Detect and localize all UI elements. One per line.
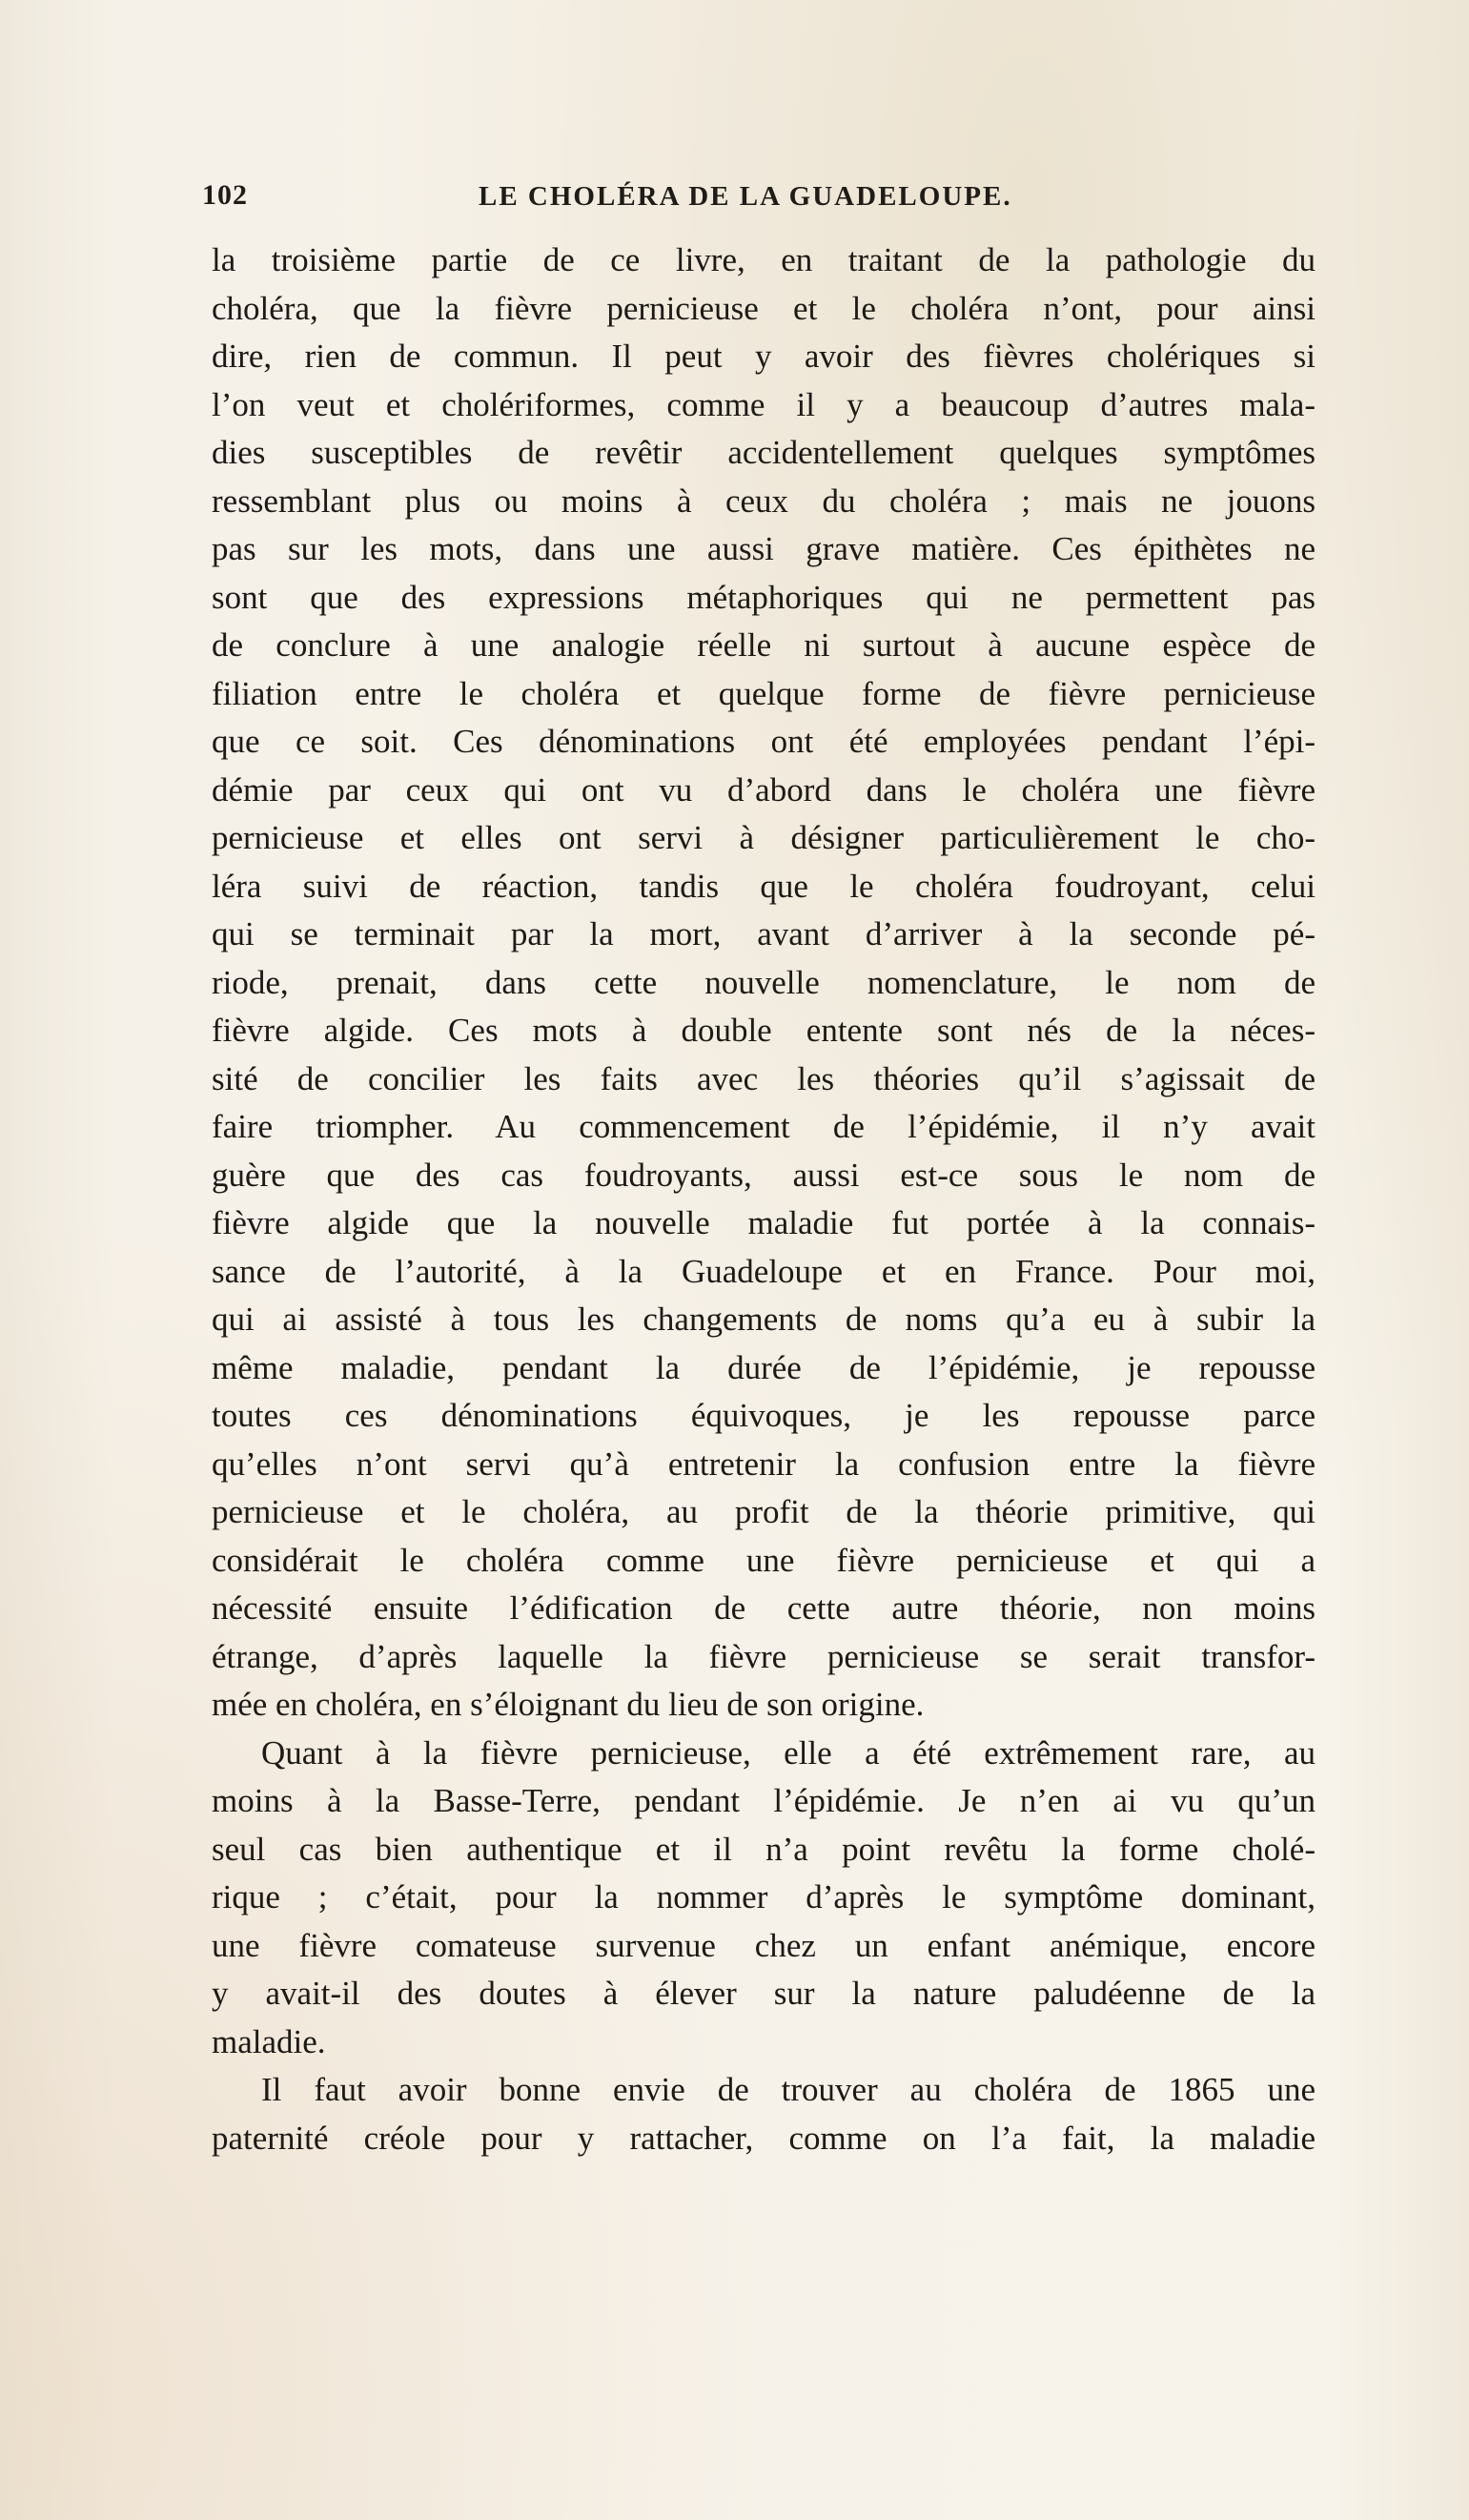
text-line: considérait le choléra comme une fièvre pernicieuse et qui a [212, 1541, 1316, 1579]
text-line: fièvre algide. Ces mots à double entente sont nés de la néces- [212, 1012, 1316, 1049]
page-number: 102 [202, 179, 248, 211]
text-line: paternité créole pour y rattacher, comme on l’a fait, la maladie [212, 2119, 1316, 2157]
text-line: Quant à la fièvre pernicieuse, elle a été extrêmement rare, au [261, 1733, 1316, 1772]
text-line: une fièvre comateuse survenue chez un enfant anémique, encore [212, 1926, 1316, 1964]
text-line: riode, prenait, dans cette nouvelle nomenclature, le nom de [212, 963, 1316, 1001]
text-line: nécessité ensuite l’édification de cette autre théorie, non moins [212, 1589, 1316, 1627]
text-line: pernicieuse et elles ont servi à désigner particulièrement le cho- [212, 819, 1316, 856]
text-line: maladie. [212, 2022, 326, 2060]
text-line: seul cas bien authentique et il n’a point revêtu la forme cholé- [212, 1830, 1316, 1868]
text-line: pas sur les mots, dans une aussi grave matière. Ces épithètes ne [212, 530, 1316, 567]
text-line: pernicieuse et le choléra, au profit de la théorie primitive, qui [212, 1493, 1316, 1530]
text-line: guère que des cas foudroyants, aussi est-ce sous le nom de [212, 1156, 1316, 1194]
page-header [202, 179, 1298, 223]
text-line: dies susceptibles de revêtir accidentellement quelques symptômes [212, 434, 1316, 471]
text-line: même maladie, pendant la durée de l’épidémie, je repousse [212, 1348, 1316, 1386]
text-line: Il faut avoir bonne envie de trouver au choléra de 1865 une [261, 2071, 1316, 2108]
text-line: dire, rien de commun. Il peut y avoir des fièvres cholériques si [212, 338, 1316, 375]
running-title: LE CHOLÉRA DE LA GUADELOUPE. [479, 181, 1012, 212]
text-line: démie par ceux qui ont vu d’abord dans le choléra une fièvre [212, 770, 1316, 809]
text-line: filiation entre le choléra et quelque forme de fièvre pernicieuse [212, 674, 1316, 712]
text-line: l’on veut et cholériformes, comme il y a beaucoup d’autres mala- [212, 385, 1316, 423]
text-line: ressemblant plus ou moins à ceux du choléra ; mais ne jouons [212, 481, 1316, 520]
text-line: de conclure à une analogie réelle ni surtout à aucune espèce de [212, 626, 1316, 664]
text-line: mée en choléra, en s’éloignant du lieu de son origine. [212, 1686, 925, 1723]
text-line: sont que des expressions métaphoriques qui ne permettent pas [212, 578, 1316, 616]
text-line: fièvre algide que la nouvelle maladie fut portée à la connais- [212, 1204, 1316, 1241]
text-line: choléra, que la fièvre pernicieuse et le choléra n’ont, pour ainsi [212, 289, 1316, 327]
text-line: moins à la Basse-Terre, pendant l’épidémie. Je n’en ai vu qu’un [212, 1782, 1316, 1819]
text-line: la troisième partie de ce livre, en traitant de la pathologie du [212, 241, 1316, 278]
text-line: sance de l’autorité, à la Guadeloupe et en France. Pour moi, [212, 1252, 1316, 1290]
body-text [212, 236, 1316, 2162]
text-line: qui se terminait par la mort, avant d’arriver à la seconde pé- [212, 915, 1316, 953]
text-line: que ce soit. Ces dénominations ont été employées pendant l’épi- [212, 723, 1316, 760]
text-line: y avait-il des doutes à élever sur la nature paludéenne de la [212, 1975, 1316, 2012]
text-line: sité de concilier les faits avec les théories qu’il s’agissait de [212, 1059, 1316, 1097]
text-line: faire triompher. Au commencement de l’épidémie, il n’y avait [212, 1108, 1316, 1145]
text-line: qui ai assisté à tous les changements de noms qu’a eu à subir la [212, 1301, 1316, 1338]
text-line: léra suivi de réaction, tandis que le choléra foudroyant, celui [212, 867, 1316, 905]
text-line: étrange, d’après laquelle la fièvre pernicieuse se serait transfor- [212, 1637, 1316, 1675]
text-line: qu’elles n’ont servi qu’à entretenir la confusion entre la fièvre [212, 1444, 1316, 1483]
text-line: toutes ces dénominations équivoques, je les repousse parce [212, 1397, 1316, 1434]
text-line: rique ; c’était, pour la nommer d’après le symptôme dominant, [212, 1878, 1316, 1916]
